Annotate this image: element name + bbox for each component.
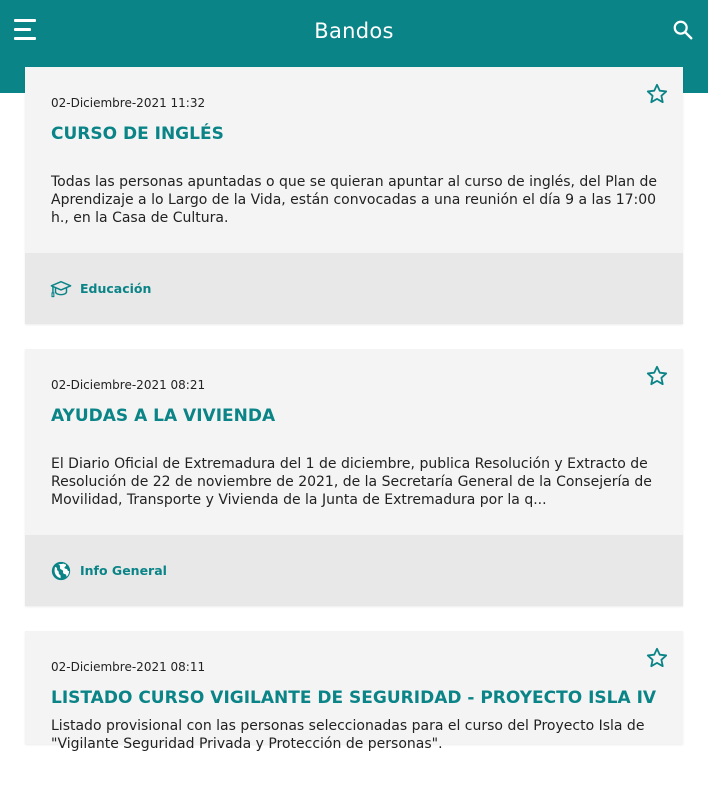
card-date: 02-Diciembre-2021 08:21 — [51, 378, 206, 392]
menu-icon[interactable] — [14, 19, 38, 41]
card-date: 02-Diciembre-2021 11:32 — [51, 96, 206, 110]
card-title: LISTADO CURSO VIGILANTE DE SEGURIDAD - PROYECTO ISLA IV — [51, 688, 657, 708]
globe-icon — [50, 560, 72, 582]
star-outline-icon[interactable] — [645, 364, 669, 388]
search-icon[interactable] — [672, 19, 694, 41]
card-category-bar[interactable] — [25, 535, 683, 606]
card-summary: El Diario Oficial de Extremadura del 1 de diciembre, publica Resolución y Extracto de Resolución de 22 de noviembre de 2021, de la Secretaría General de la Consejería de Movilidad, Transporte y Vivienda de la Junta de Extremadura por la q... — [51, 456, 652, 508]
card-summary: Todas las personas apuntadas o que se quieran apuntar al curso de inglés, del Plan de Aprendizaje a lo Largo de la Vida, están convocadas a una reunión el día 9 a las 17:00 h., en la Casa de Cultura. — [51, 174, 657, 226]
bando-card[interactable] — [25, 67, 683, 324]
card-body[interactable] — [25, 349, 683, 535]
card-title: CURSO DE INGLÉS — [51, 124, 224, 144]
bando-card[interactable] — [25, 631, 683, 752]
card-date: 02-Diciembre-2021 08:11 — [51, 660, 206, 674]
bandos-list — [25, 67, 683, 769]
card-summary: Listado provisional con las personas seleccionadas para el curso del Proyecto Isla de "Vigilante Seguridad Privada y Protección de personas". — [51, 718, 645, 752]
card-category-bar[interactable] — [25, 253, 683, 324]
card-body[interactable] — [25, 67, 683, 253]
bando-card[interactable] — [25, 349, 683, 606]
star-outline-icon[interactable] — [645, 82, 669, 106]
card-body[interactable] — [25, 631, 683, 752]
card-category-label: Info General — [80, 563, 167, 578]
star-outline-icon[interactable] — [645, 646, 669, 670]
top-app-bar — [0, 0, 708, 62]
graduation-cap-icon — [50, 278, 72, 300]
card-category-label: Educación — [80, 281, 152, 296]
page-title: Bandos — [314, 19, 394, 43]
card-title: AYUDAS A LA VIVIENDA — [51, 406, 276, 426]
